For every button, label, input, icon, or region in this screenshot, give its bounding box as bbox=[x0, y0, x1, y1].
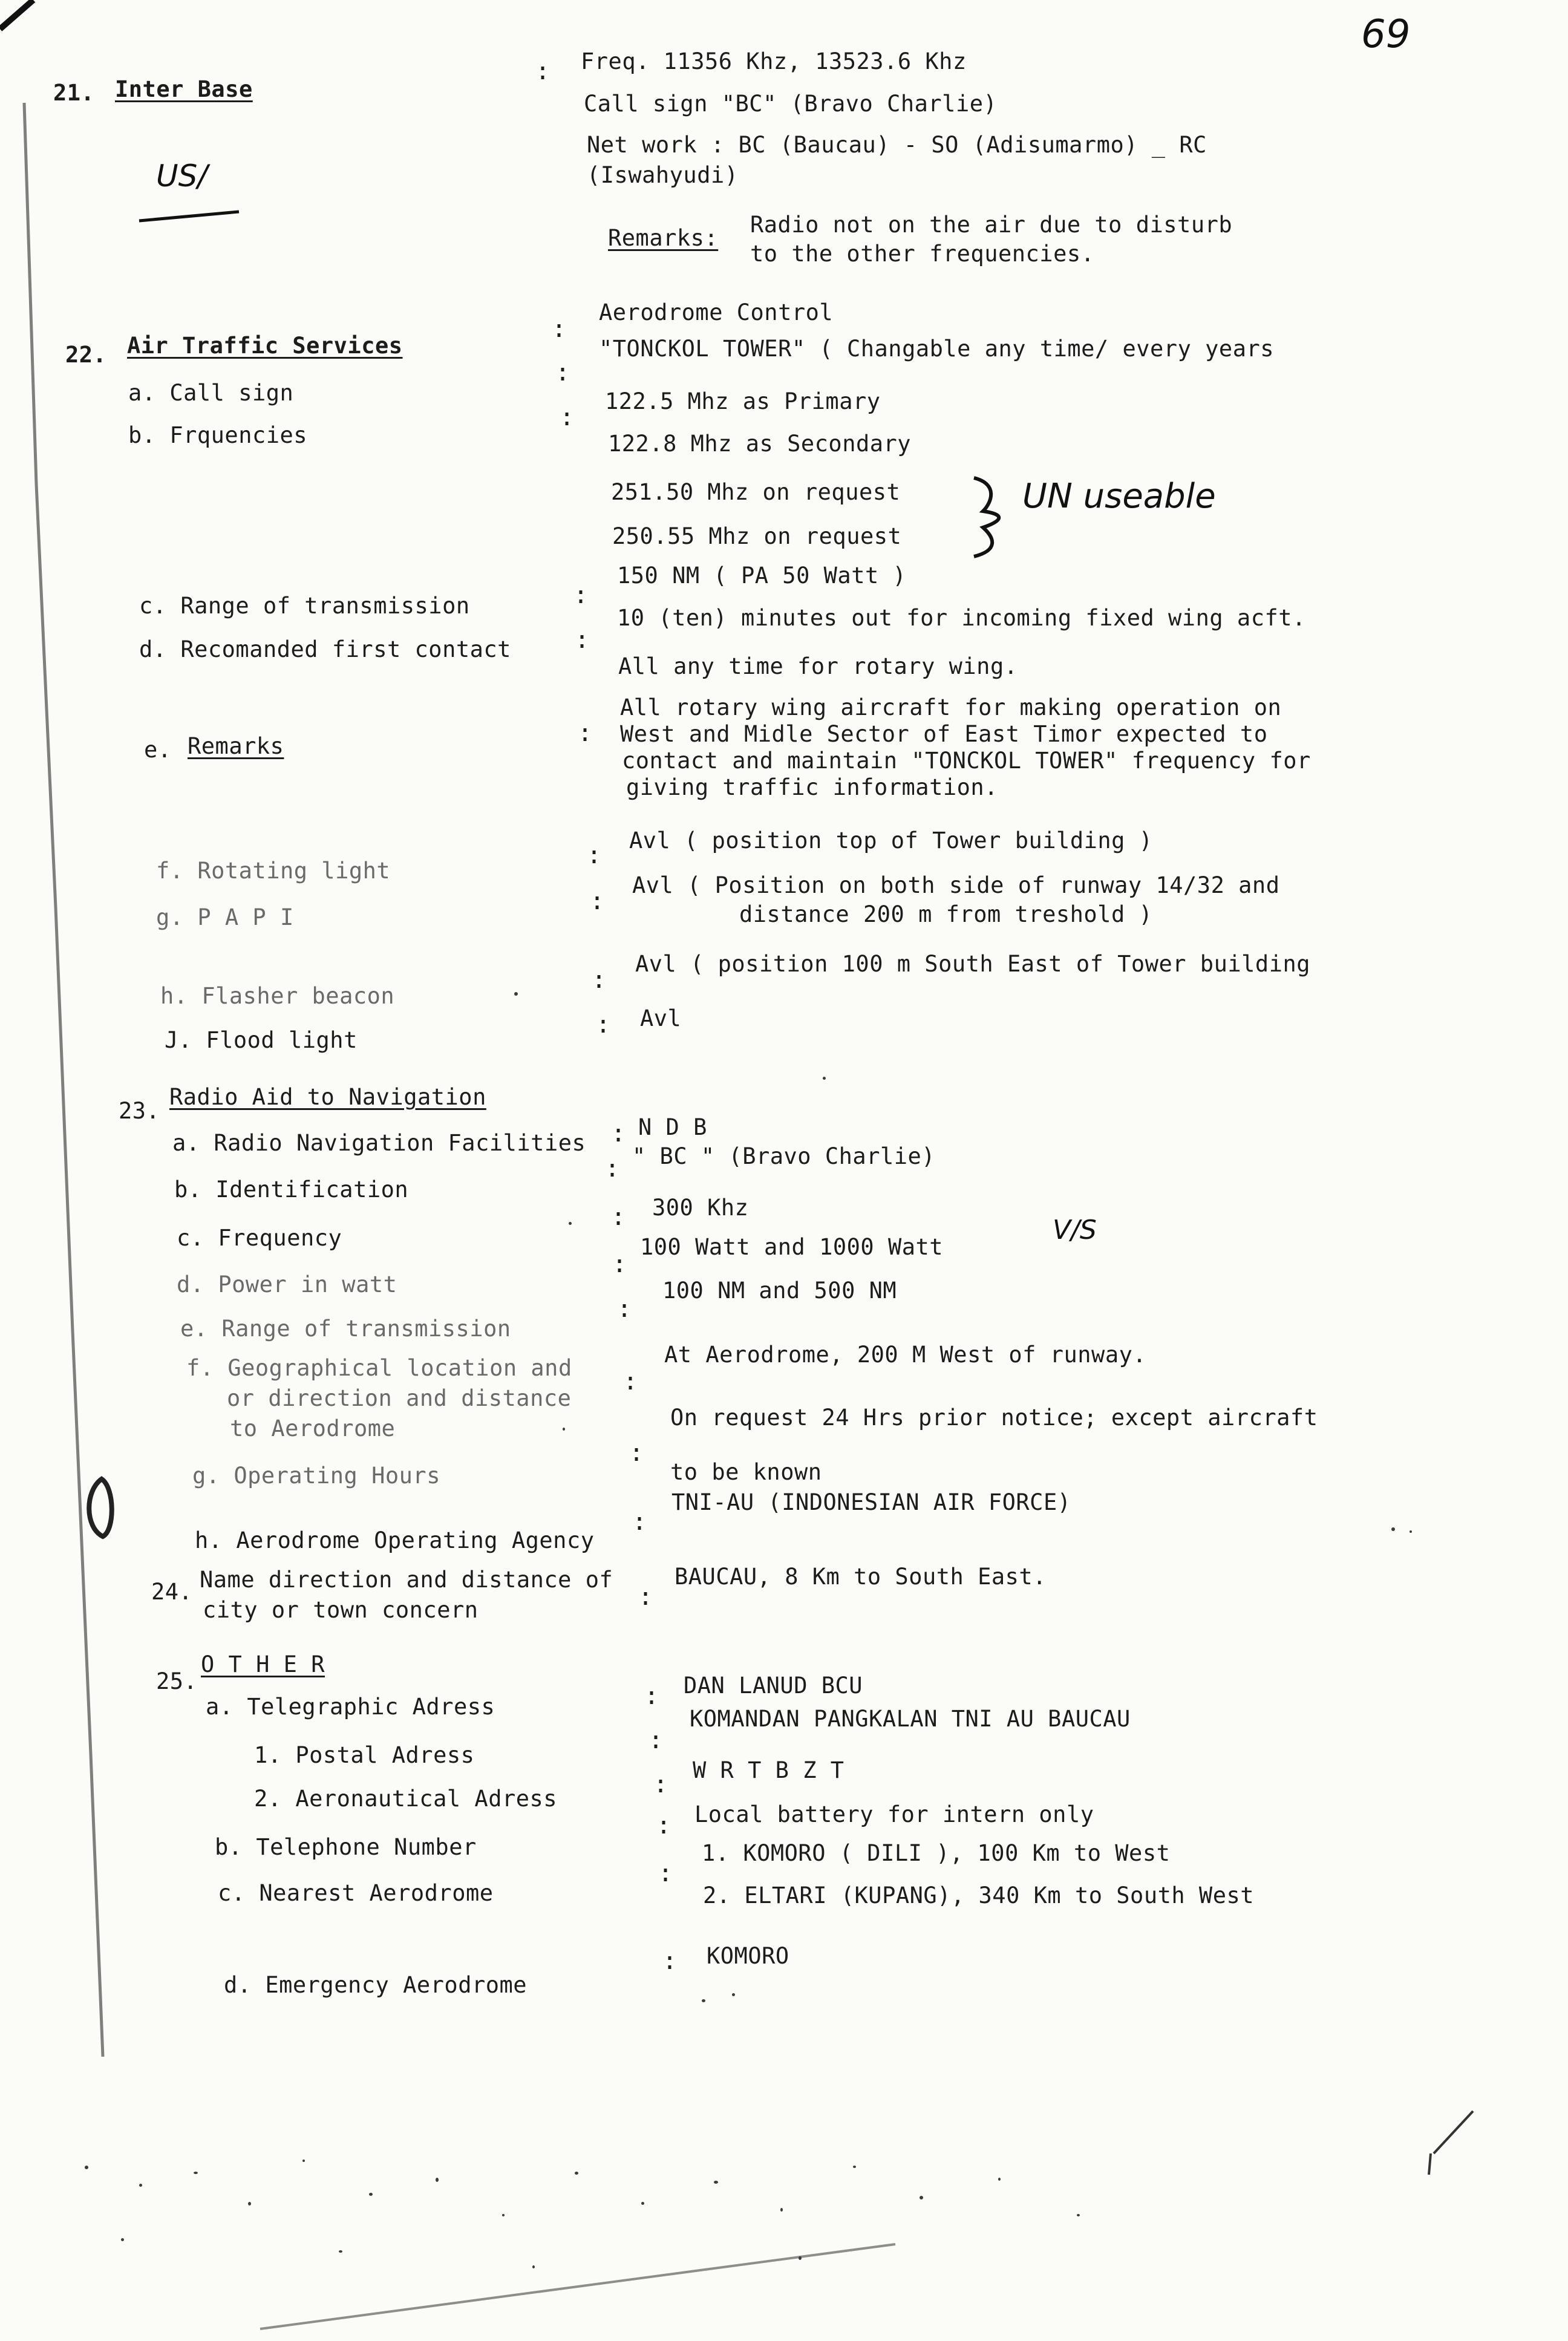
colon: : bbox=[575, 626, 590, 654]
handwritten-brace bbox=[974, 478, 999, 557]
colon: : bbox=[611, 1120, 626, 1148]
handwritten-unuseable-note: UN useable bbox=[1022, 477, 1216, 516]
page-number: 69 bbox=[1361, 12, 1411, 57]
s25-telegraphic-address-label: a. Telegraphic Adress bbox=[206, 1694, 495, 1720]
s25-postal-address-value: KOMANDAN PANGKALAN TNI AU BAUCAU bbox=[690, 1706, 1131, 1732]
s22-range-label: c. Range of transmission bbox=[139, 593, 470, 619]
s25-postal-address-label: 1. Postal Adress bbox=[254, 1742, 475, 1768]
s23-range-label: e. Range of transmission bbox=[180, 1316, 511, 1342]
s22-first-contact-label: d. Recomanded first contact bbox=[139, 636, 511, 662]
handwritten-us-note: US/ bbox=[156, 158, 208, 194]
colon: : bbox=[617, 1295, 632, 1323]
colon: : bbox=[656, 1812, 671, 1840]
corner-mark bbox=[0, 0, 33, 29]
colon: : bbox=[629, 1439, 644, 1467]
colon: : bbox=[612, 1250, 627, 1278]
s23-frequency-label: c. Frequency bbox=[177, 1225, 342, 1251]
s22-value-aerodrome-control: Aerodrome Control bbox=[599, 299, 834, 325]
colon: : bbox=[644, 1682, 659, 1710]
s22-flasher-beacon-value: Avl ( position 100 m South East of Tower building bbox=[635, 951, 1311, 977]
section-21-title: Inter Base bbox=[115, 76, 253, 102]
colon: : bbox=[596, 1011, 611, 1039]
colon: : bbox=[632, 1508, 647, 1536]
s22-papi-value-2: distance 200 m from treshold ) bbox=[739, 901, 1153, 927]
s22-frequency-2: 122.8 Mhz as Secondary bbox=[608, 431, 912, 457]
s23-geo-location-label-3: to Aerodrome bbox=[230, 1415, 396, 1441]
section-21-number: 21. bbox=[53, 80, 95, 106]
s25-telephone-value: Local battery for intern only bbox=[694, 1801, 1094, 1827]
s25-telephone-label: b. Telephone Number bbox=[215, 1834, 477, 1860]
section-25-number: 25. bbox=[156, 1668, 198, 1694]
bottom-tick-mark bbox=[1434, 2111, 1473, 2153]
s23-operating-agency-label: h. Aerodrome Operating Agency bbox=[195, 1527, 595, 1553]
s22-papi-label: g. P A P I bbox=[156, 904, 294, 930]
s22-first-contact-value-2: All any time for rotary wing. bbox=[618, 653, 1018, 679]
colon: : bbox=[590, 887, 605, 915]
section-24-number: 24. bbox=[151, 1579, 193, 1605]
s22-rotating-light-value: Avl ( position top of Tower building ) bbox=[629, 828, 1153, 854]
s22-remarks-line-1: All rotary wing aircraft for making operation on bbox=[620, 694, 1282, 720]
section-25-title: O T H E R bbox=[201, 1651, 325, 1677]
s24-value: BAUCAU, 8 Km to South East. bbox=[675, 1564, 1047, 1590]
s22-rotating-light-label: f. Rotating light bbox=[156, 858, 391, 884]
s22-papi-value-1: Avl ( Position on both side of runway 14/32 and bbox=[632, 872, 1280, 898]
colon: : bbox=[578, 719, 593, 747]
s21-remarks-line1: Radio not on the air due to disturb bbox=[750, 212, 1233, 238]
s22-range-value: 150 NM ( PA 50 Watt ) bbox=[617, 563, 907, 589]
s23-frequency-value: 300 Khz bbox=[652, 1195, 749, 1221]
colon: : bbox=[623, 1368, 638, 1396]
s22-remarks-line-2: West and Midle Sector of East Timor expected to bbox=[620, 721, 1268, 747]
s23-operating-agency-value: TNI-AU (INDONESIAN AIR FORCE) bbox=[671, 1489, 1071, 1515]
colon: : bbox=[535, 57, 550, 85]
colon: : bbox=[653, 1771, 668, 1798]
colon: : bbox=[638, 1583, 653, 1611]
handwritten-vs-note: V/S bbox=[1053, 1215, 1097, 1246]
s25-aeronautical-address-value: W R T B Z T bbox=[693, 1757, 844, 1783]
colon: : bbox=[555, 359, 570, 387]
s23-geo-location-label-2: or direction and distance bbox=[227, 1385, 572, 1411]
s25-emergency-aerodrome-label: d. Emergency Aerodrome bbox=[224, 1972, 528, 1998]
s23-geo-location-label-1: f. Geographical location and bbox=[186, 1355, 572, 1381]
s23-navigation-facilities-value: N D B bbox=[638, 1114, 707, 1140]
s22-flasher-beacon-label: h. Flasher beacon bbox=[160, 983, 395, 1009]
s25-aeronautical-address-label: 2. Aeronautical Adress bbox=[254, 1786, 558, 1812]
s25-telegraphic-address-value: DAN LANUD BCU bbox=[684, 1673, 863, 1699]
s21-network-line2: (Iswahyudi) bbox=[587, 162, 739, 188]
section-22-number: 22. bbox=[65, 342, 107, 368]
colon: : bbox=[605, 1155, 620, 1183]
colon: : bbox=[552, 315, 567, 343]
colon: : bbox=[658, 1859, 673, 1887]
s23-operating-hours-label: g. Operating Hours bbox=[192, 1463, 440, 1489]
s24-label-2: city or town concern bbox=[203, 1597, 479, 1623]
s21-frequency: Freq. 11356 Khz, 13523.6 Khz bbox=[581, 48, 967, 74]
s23-navigation-facilities-label: a. Radio Navigation Facilities bbox=[172, 1130, 586, 1156]
s23-geo-location-value: At Aerodrome, 200 M West of runway. bbox=[664, 1342, 1147, 1368]
s22-frequency-3: 251.50 Mhz on request bbox=[611, 479, 901, 505]
us-note-underline bbox=[139, 212, 239, 221]
s23-identification-value: " BC " (Bravo Charlie) bbox=[632, 1143, 936, 1169]
s22-remarks-letter: e. bbox=[144, 737, 172, 763]
s22-call-sign-value: "TONCKOL TOWER" ( Changable any time/ every years bbox=[599, 336, 1275, 362]
s23-operating-hours-value-2: to be known bbox=[670, 1459, 822, 1485]
s25-emergency-aerodrome-value: KOMORO bbox=[707, 1943, 789, 1969]
section-22-title: Air Traffic Services bbox=[127, 333, 403, 359]
s22-remarks-line-4: giving traffic information. bbox=[626, 774, 998, 800]
colon: : bbox=[587, 841, 602, 869]
colon: : bbox=[662, 1947, 678, 1975]
s21-remarks-label: Remarks: bbox=[608, 225, 719, 251]
s21-remarks-line2: to the other frequencies. bbox=[750, 241, 1095, 267]
section-23-number: 23. bbox=[119, 1098, 160, 1124]
s22-frequencies-label: b. Frquencies bbox=[128, 422, 308, 448]
s22-flood-light-value: Avl bbox=[640, 1005, 682, 1031]
s25-nearest-aerodrome-value-1: 1. KOMORO ( DILI ), 100 Km to West bbox=[702, 1840, 1171, 1866]
s23-range-value: 100 NM and 500 NM bbox=[662, 1278, 897, 1304]
s22-call-sign-label: a. Call sign bbox=[128, 380, 294, 406]
s22-frequency-1: 122.5 Mhz as Primary bbox=[605, 388, 881, 414]
colon: : bbox=[560, 403, 575, 431]
s23-identification-label: b. Identification bbox=[174, 1177, 409, 1203]
section-23-title: Radio Aid to Navigation bbox=[169, 1084, 486, 1110]
s23-operating-hours-value-1: On request 24 Hrs prior notice; except aircraft bbox=[670, 1405, 1318, 1431]
s21-network-line1: Net work : BC (Baucau) - SO (Adisumarmo) _ RC bbox=[587, 132, 1207, 158]
s22-remarks-line-3: contact and maintain "TONCKOL TOWER" frequency for bbox=[622, 748, 1311, 774]
binding-edge-line bbox=[24, 103, 103, 2057]
s21-call-sign: Call sign "BC" (Bravo Charlie) bbox=[584, 91, 998, 117]
colon: : bbox=[648, 1726, 664, 1754]
s23-power-value: 100 Watt and 1000 Watt bbox=[640, 1234, 944, 1260]
s25-nearest-aerodrome-label: c. Nearest Aerodrome bbox=[218, 1880, 494, 1906]
s22-frequency-4: 250.55 Mhz on request bbox=[612, 523, 902, 549]
s25-nearest-aerodrome-value-2: 2. ELTARI (KUPANG), 340 Km to South West bbox=[703, 1882, 1255, 1908]
s22-flood-light-label: J. Flood light bbox=[165, 1027, 358, 1053]
s22-remarks-label: Remarks bbox=[188, 733, 284, 759]
s23-power-label: d. Power in watt bbox=[177, 1272, 397, 1298]
colon: : bbox=[573, 581, 589, 609]
s22-first-contact-value-1: 10 (ten) minutes out for incoming fixed wing acft. bbox=[617, 605, 1306, 631]
hole-punch-mark bbox=[89, 1479, 112, 1536]
colon: : bbox=[592, 966, 607, 994]
colon: : bbox=[611, 1203, 626, 1231]
s24-label-1: Name direction and distance of bbox=[200, 1567, 613, 1593]
